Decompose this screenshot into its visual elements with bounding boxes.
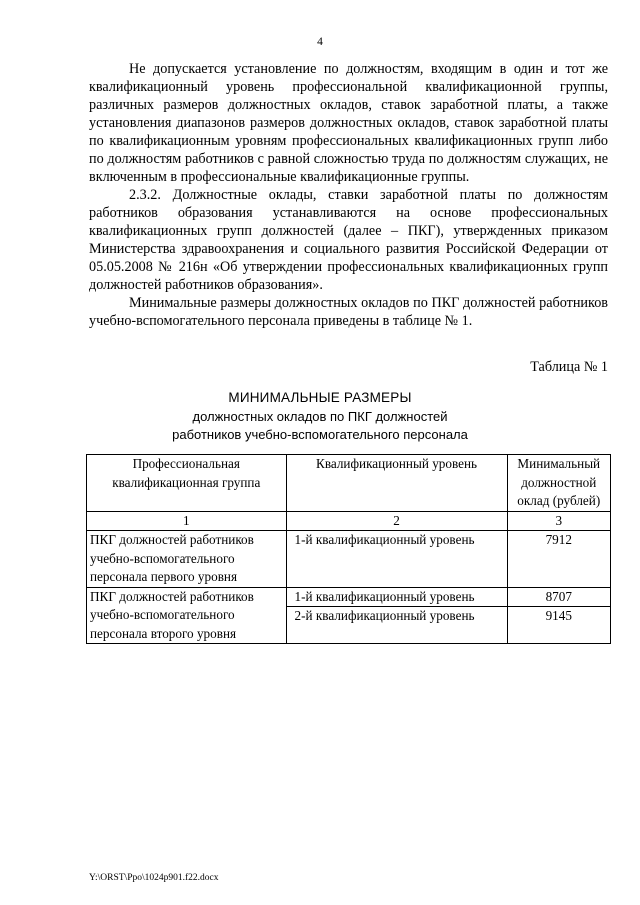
- page-number: 4: [317, 36, 323, 48]
- header-level: Квалификационный уровень: [286, 455, 507, 512]
- salary-value: 9145: [507, 607, 610, 644]
- paragraph-2-3-2: 2.3.2. Должностные оклады, ставки заработной платы по должностям работников образования устанавливаются на основе профессиональных квалификационных групп должностей (далее – ПКГ), утвержденных приказом Министерства здравоохранения и социального развития Российской Федерации от 05.05.2008 № 216н «Об утверждении профессиональных квалификационных групп должностей работников образования».: [89, 187, 608, 293]
- level-name: 1-й квалификационный уровень: [286, 531, 507, 588]
- table-subtitle: [0, 408, 640, 443]
- paragraph-min-salaries: Минимальные размеры должностных окладов по ПКГ должностей работников учебно-вспомогательного персонала приведены в таблице № 1.: [89, 295, 608, 329]
- column-number: 3: [507, 511, 610, 531]
- level-name: 2-й квалификационный уровень: [286, 607, 507, 644]
- salary-table: [86, 454, 611, 644]
- column-number: 1: [87, 511, 287, 531]
- table-subtitle-line-1: должностных окладов по ПКГ должностей: [192, 409, 448, 424]
- table-subtitle-line-2: работников учебно-вспомогательного персонала: [172, 426, 468, 442]
- table-row: [87, 531, 611, 588]
- table-number-row: [87, 511, 611, 531]
- group-name: ПКГ должностей работников учебно-вспомогательного персонала первого уровня: [87, 531, 287, 588]
- header-salary: Минимальный должностной оклад (рублей): [507, 455, 610, 512]
- group-name: ПКГ должностей работников учебно-вспомогательного персонала второго уровня: [87, 587, 287, 644]
- table-row: [87, 587, 611, 607]
- footer-file-path: Y:\ORST\Ppo\1024p901.f22.docx: [89, 873, 219, 883]
- paragraph-restriction: Не допускается установление по должностям, входящим в один и тот же квалификационный уровень профессиональной квалификационной группы, различных размеров должностных окладов, ставок заработной платы, а также установления диапазонов размеров должностных окладов, ставок заработной платы по квалификационным уровням профессиональных квалификационных групп либо по должностям работников с равной сложностью труда по должностям служащих, не включенным в профессиональные квалификационные группы.: [89, 61, 608, 185]
- level-name: 1-й квалификационный уровень: [286, 587, 507, 607]
- table-header-row: [87, 455, 611, 512]
- table-title: МИНИМАЛЬНЫЕ РАЗМЕРЫ: [228, 390, 412, 405]
- column-number: 2: [286, 511, 507, 531]
- body-text: [89, 60, 608, 330]
- salary-value: 7912: [507, 531, 610, 588]
- table-label: Таблица № 1: [530, 359, 608, 375]
- header-group: Профессиональная квалификационная группа: [87, 455, 287, 512]
- salary-value: 8707: [507, 587, 610, 607]
